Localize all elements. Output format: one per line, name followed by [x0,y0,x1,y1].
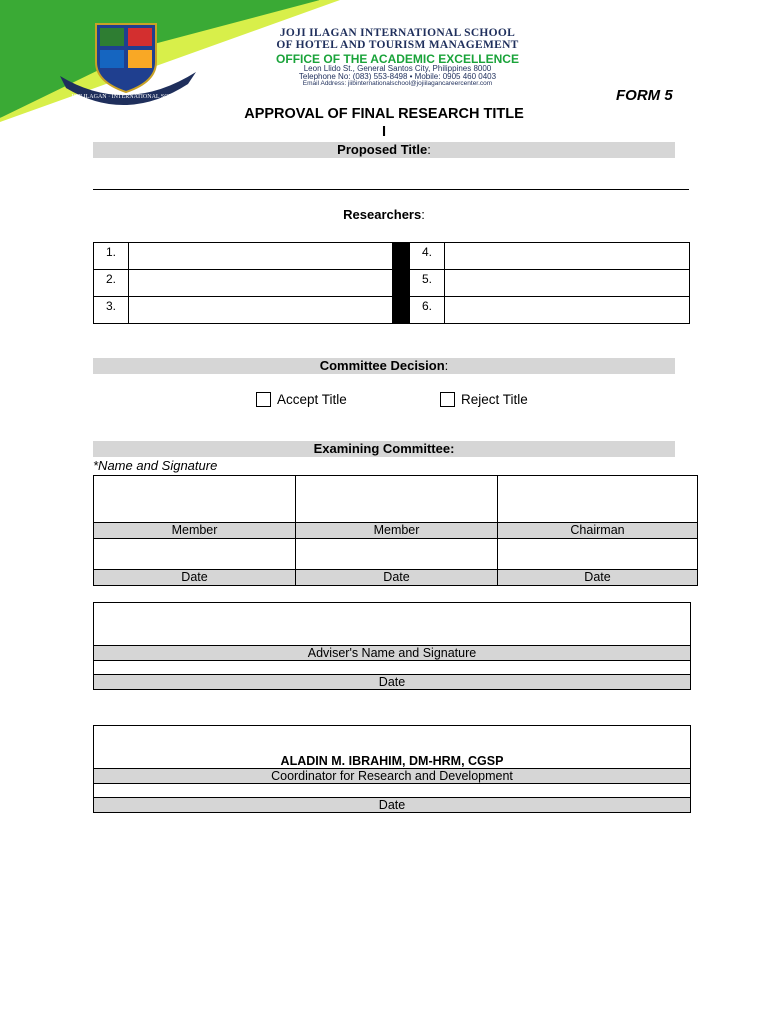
researcher-1-field[interactable] [129,243,393,270]
reject-option[interactable] [440,391,528,409]
researcher-number: 4. [410,243,445,270]
chairman-date-field[interactable] [498,539,698,570]
coordinator-box [93,725,691,813]
divider-block [393,270,410,297]
coordinator-name: ALADIN M. IBRAHIM, DM-HRM, CGSP [280,754,504,768]
name-signature-note: *Name and Signature [93,458,218,473]
researcher-2-field[interactable] [129,270,393,297]
svg-text:JOJI ILAGAN · INTERNATIONAL SC: JOJI ILAGAN · INTERNATIONAL SCHOOL [71,94,185,100]
adviser-label: Adviser's Name and Signature [94,645,690,660]
committee-table [93,475,698,586]
page-title [200,105,568,141]
member-1-signature[interactable] [94,476,296,523]
accept-label: Accept Title [277,392,347,408]
form-number: FORM 5 [616,87,673,104]
examining-committee-bar: Examining Committee: [93,441,675,457]
researchers-heading [93,207,675,222]
title-line2: I [381,124,387,140]
adviser-signature-field[interactable] [94,603,690,645]
proposed-title-label: Proposed Title [337,142,428,157]
researcher-5-field[interactable] [445,270,690,297]
coordinator-position: Coordinator for Research and Development [94,768,690,783]
proposed-title-bar [93,142,675,158]
reject-label: Reject Title [461,392,528,408]
researchers-label: Researchers [343,207,422,222]
colon: : [444,358,449,373]
title-line1: APPROVAL OF FINAL RESEARCH TITLE [244,106,524,122]
reject-checkbox[interactable] [440,392,455,407]
committee-decision-bar [93,358,675,374]
divider-block [393,243,410,270]
school-header [255,28,540,88]
school-address: Leon Llido St., General Santos City, Philippines 8000 [303,64,492,73]
proposed-title-field[interactable] [93,158,689,188]
school-email: Email Address: jiibinternationalschool@jojiilagancareercenter.com [302,80,493,87]
office-name: OFFICE OF THE ACADEMIC EXCELLENCE [276,52,519,66]
member-2-signature[interactable] [296,476,498,523]
member-2-date-field[interactable] [296,539,498,570]
role-label: Member [296,523,498,539]
role-label: Member [94,523,296,539]
researcher-3-field[interactable] [129,297,393,324]
researcher-4-field[interactable] [445,243,690,270]
accept-checkbox[interactable] [256,392,271,407]
school-logo [56,20,202,110]
school-name-line1: JOJI ILAGAN INTERNATIONAL SCHOOL [279,27,516,39]
adviser-date-label: Date [94,674,690,689]
coordinator-date-label: Date [94,797,690,812]
colon: : [421,207,425,222]
coordinator-signature-field[interactable] [94,726,690,768]
divider-block [393,297,410,324]
researcher-number: 6. [410,297,445,324]
researcher-number: 1. [94,243,129,270]
proposed-title-line [93,189,689,190]
colon: : [427,142,431,157]
chairman-signature[interactable] [498,476,698,523]
researcher-number: 3. [94,297,129,324]
date-label: Date [498,570,698,586]
adviser-date-field[interactable] [94,660,690,674]
school-telephone: Telephone No: (083) 553-8498 • Mobile: 0905 460 0403 [298,72,497,81]
coordinator-date-field[interactable] [94,783,690,797]
researchers-table [93,242,690,324]
accept-option[interactable] [256,391,347,409]
researcher-6-field[interactable] [445,297,690,324]
researcher-number: 2. [94,270,129,297]
researcher-number: 5. [410,270,445,297]
adviser-box [93,602,691,690]
member-1-date-field[interactable] [94,539,296,570]
date-label: Date [296,570,498,586]
committee-decision-label: Committee Decision [319,358,445,373]
date-label: Date [94,570,296,586]
role-label: Chairman [498,523,698,539]
school-name-line2: OF HOTEL AND TOURISM MANAGEMENT [276,38,519,51]
